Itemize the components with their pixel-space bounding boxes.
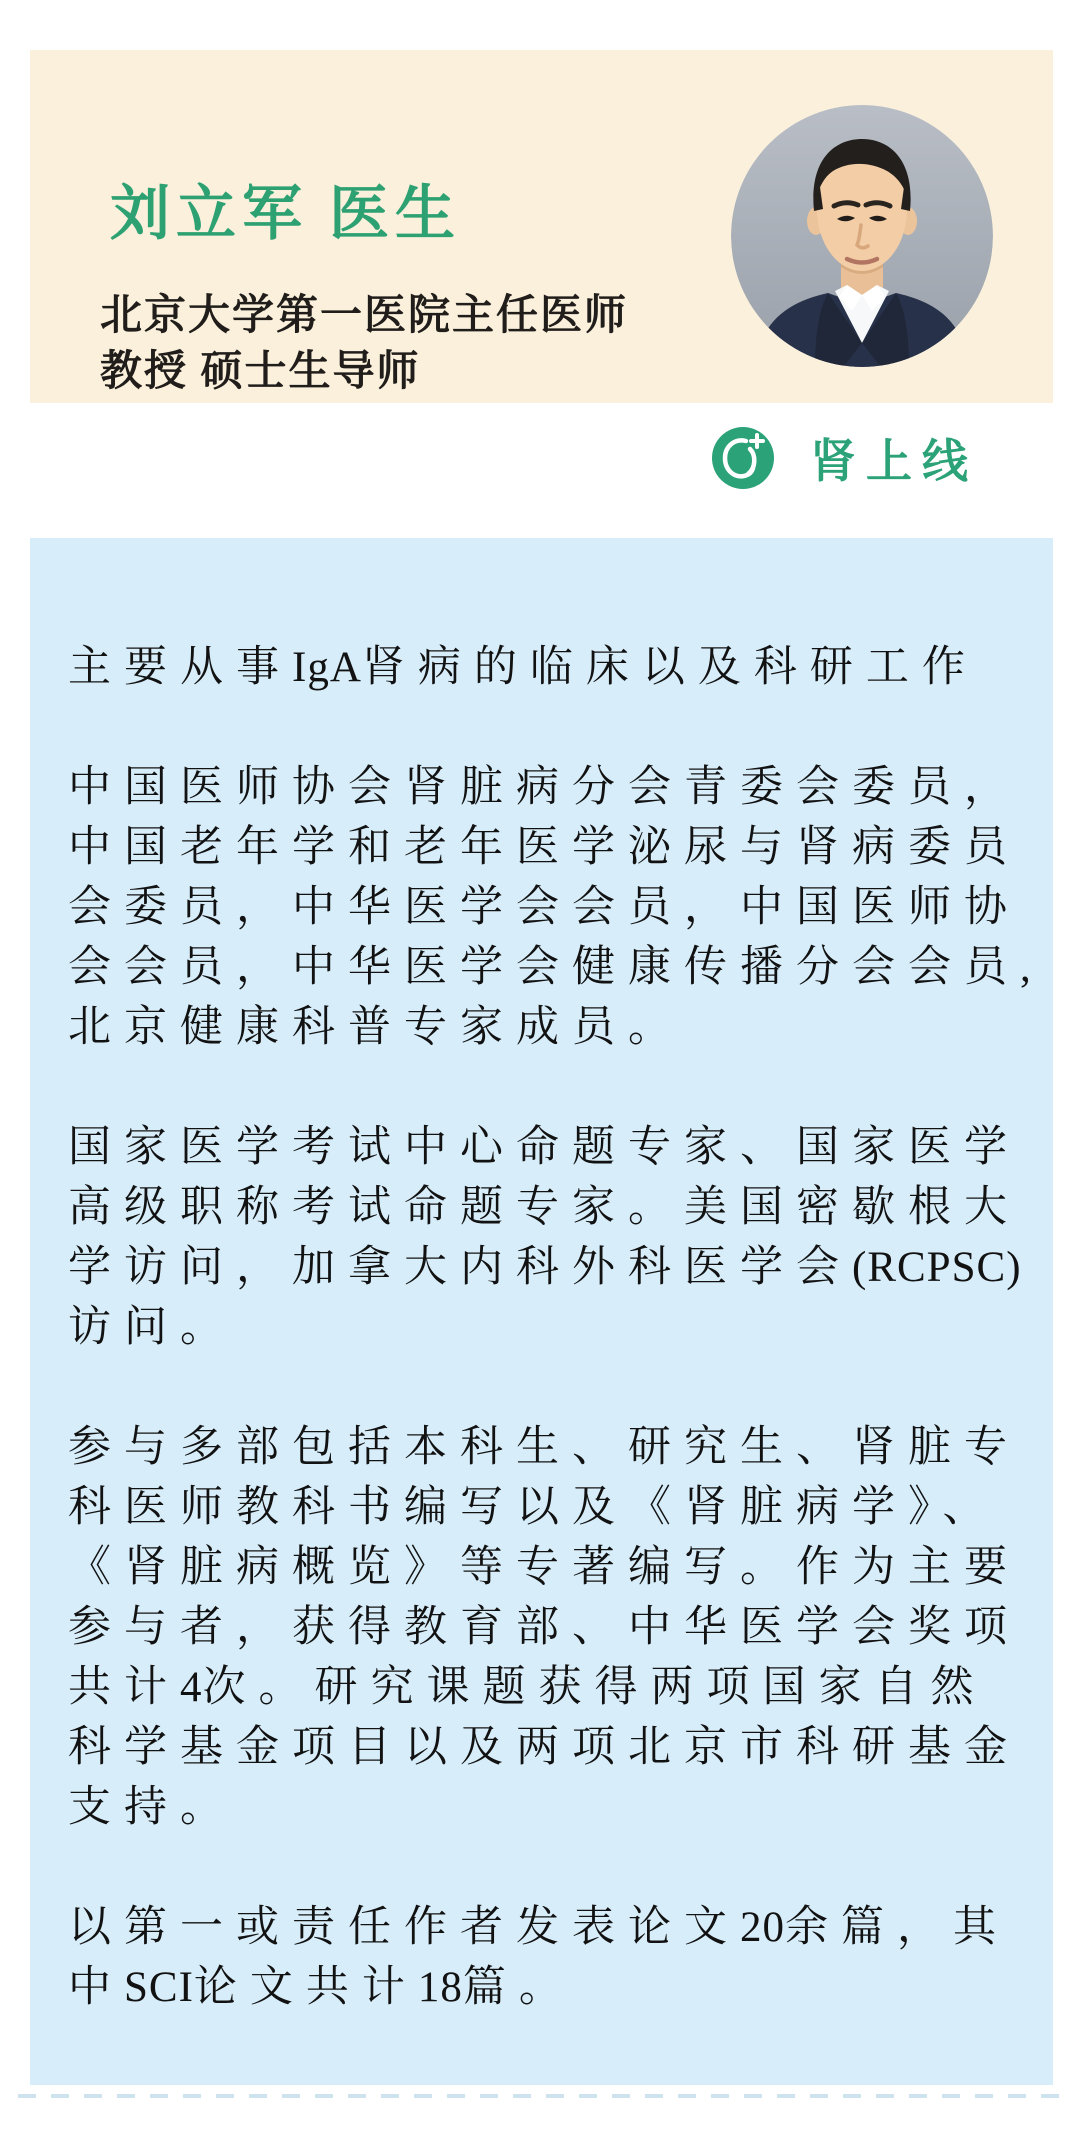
doctor-title [100,288,628,400]
bio-paragraph-4 [68,1418,1043,1838]
doctor-title-line1: 北京大学第一医院主任医师 [100,293,629,339]
brand-logo [712,427,978,489]
doctor-photo [731,105,993,367]
bio-text-line: 科学基金项目以及两项北京市科研基金 [68,1724,1020,1771]
doctor-portrait-illustration [731,105,993,367]
bio-text-line: 中国老年学和老年医学泌尿与肾病委员 [68,824,1020,871]
bio-text-line: 《肾脏病概览》等专著编写。作为主要 [68,1544,1020,1591]
bio-paragraph-5 [68,1898,1043,2018]
bio-paragraph-1 [68,638,1043,698]
bio-text-line: 中SCI论文共计18篇。 [68,1964,575,2011]
doctor-profile-card [30,50,1053,403]
bio-text-line: 会委员，中华医学会会员，中国医师协 [68,884,1020,931]
bio-paragraph-3 [68,1118,1043,1358]
bio-text-line: 参与者，获得教育部、中华医学会奖项 [68,1604,1020,1651]
bio-text-line: 学访问，加拿大内科外科医学会(RCPSC) [68,1244,1022,1291]
bio-text-line: 高级职称考试命题专家。美国密歇根大 [68,1184,1020,1231]
bio-paragraph-2 [68,758,1043,1058]
bio-text-line: 北京健康科普专家成员。 [68,1004,684,1051]
bio-text-line: 参与多部包括本科生、研究生、肾脏专 [68,1424,1020,1471]
bio-text-line: 国家医学考试中心命题专家、国家医学 [68,1124,1020,1171]
bio-panel [30,538,1053,2085]
dashed-divider [18,2094,1064,2098]
bio-text-line: 以第一或责任作者发表论文20余篇，其 [68,1904,1009,1951]
bio-text-line: 共计4次。研究课题获得两项国家自然 [68,1664,987,1711]
bio-text-line: 会会员，中华医学会健康传播分会会员, [68,944,1044,991]
doctor-title-line2: 教授 硕士生导师 [100,349,421,395]
kidney-plus-icon [712,427,774,489]
brand-name: 肾上线 [810,435,978,487]
bio-text-line: 主要从事IgA肾病的临床以及科研工作 [68,644,978,691]
bio-text-line: 中国医师协会肾脏病分会青委会委员， [68,764,1020,811]
bio-text-line: 科医师教科书编写以及《肾脏病学》、 [68,1484,999,1531]
doctor-name: 刘立军 医生 [110,181,461,247]
bio-text-line: 访问。 [68,1304,236,1351]
bio-text-line: 支持。 [68,1784,236,1831]
